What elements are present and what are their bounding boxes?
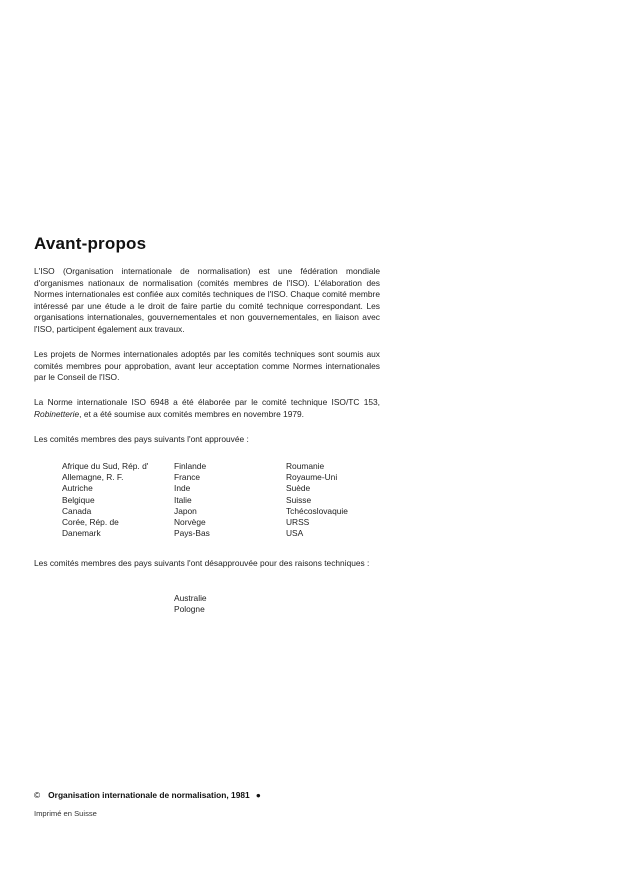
country-name: Finlande: [174, 461, 207, 471]
country-name: Autriche: [62, 483, 93, 494]
disapproved-countries-list: [174, 593, 207, 615]
country-name: Pologne: [174, 604, 205, 615]
printed-in: Imprimé en Suisse: [34, 809, 97, 818]
paragraph-iso-intro: L'ISO (Organisation internationale de normalisation) est une fédération mondiale d'organismes nationaux de normalisation (comités membres de l'ISO). L'élaboration des Normes internationales est confiée aux comités techniques de l'ISO. Chaque comité membre intéressé par une étude a le droit de faire partie du comité technique correspondant. Les organisations internationales, gouvernementales et non gouvernementales, en liaison avec l'ISO, participent également aux travaux.: [34, 266, 380, 334]
approved-countries-column-3: [286, 461, 348, 539]
country-name: Japon: [174, 505, 197, 516]
country-name: Tchécoslovaquie: [286, 505, 348, 516]
country-name: Allemagne, R. F.: [62, 472, 124, 483]
paragraph-iso-6948-start: La Norme internationale ISO 6948 a été élaborée par le comité technique ISO/TC 153,: [34, 397, 380, 407]
country-name: Roumanie: [286, 461, 325, 471]
country-name: Norvège: [174, 517, 206, 528]
approved-countries-column-2: [174, 461, 210, 539]
country-name: Canada: [62, 505, 92, 516]
country-name: France: [174, 472, 201, 483]
country-name: USA: [286, 528, 304, 539]
paragraph-draft-standards: Les projets de Normes internationales adoptés par les comités techniques sont soumis aux comités membres pour approbation, avant leur acceptation comme Normes internationales par le Conseil de l'ISO.: [34, 349, 380, 383]
country-name: Royaume-Uni: [286, 472, 338, 483]
paragraph-disapproved-intro: Les comités membres des pays suivants l'ont désapprouvée pour des raisons techniques :: [34, 558, 370, 568]
country-name: Pays-Bas: [174, 528, 210, 539]
country-name: Italie: [174, 494, 192, 505]
country-name: Danemark: [62, 528, 101, 539]
country-name: Suède: [286, 483, 311, 494]
paragraph-approved-intro: Les comités membres des pays suivants l'ont approuvée :: [34, 434, 249, 444]
country-name: Australie: [174, 593, 207, 603]
approved-countries-column-1: [62, 461, 148, 539]
country-name: Inde: [174, 483, 191, 494]
country-name: Belgique: [62, 494, 95, 505]
country-name: Suisse: [286, 494, 312, 505]
copyright-icon: ©: [34, 790, 41, 800]
bullet-icon: ●: [255, 790, 261, 800]
country-name: Afrique du Sud, Rép. d': [62, 461, 149, 471]
committee-name: Robinetterie: [34, 408, 80, 419]
section-heading: Avant-propos: [34, 234, 147, 253]
copyright-line: [34, 790, 261, 800]
copyright-text: Organisation internationale de normalisation, 1981: [48, 790, 250, 800]
country-name: URSS: [286, 517, 310, 528]
paragraph-iso-6948: [34, 397, 380, 420]
country-name: Corée, Rép. de: [62, 517, 119, 528]
paragraph-iso-6948-end: , et a été soumise aux comités membres en novembre 1979.: [79, 408, 305, 419]
